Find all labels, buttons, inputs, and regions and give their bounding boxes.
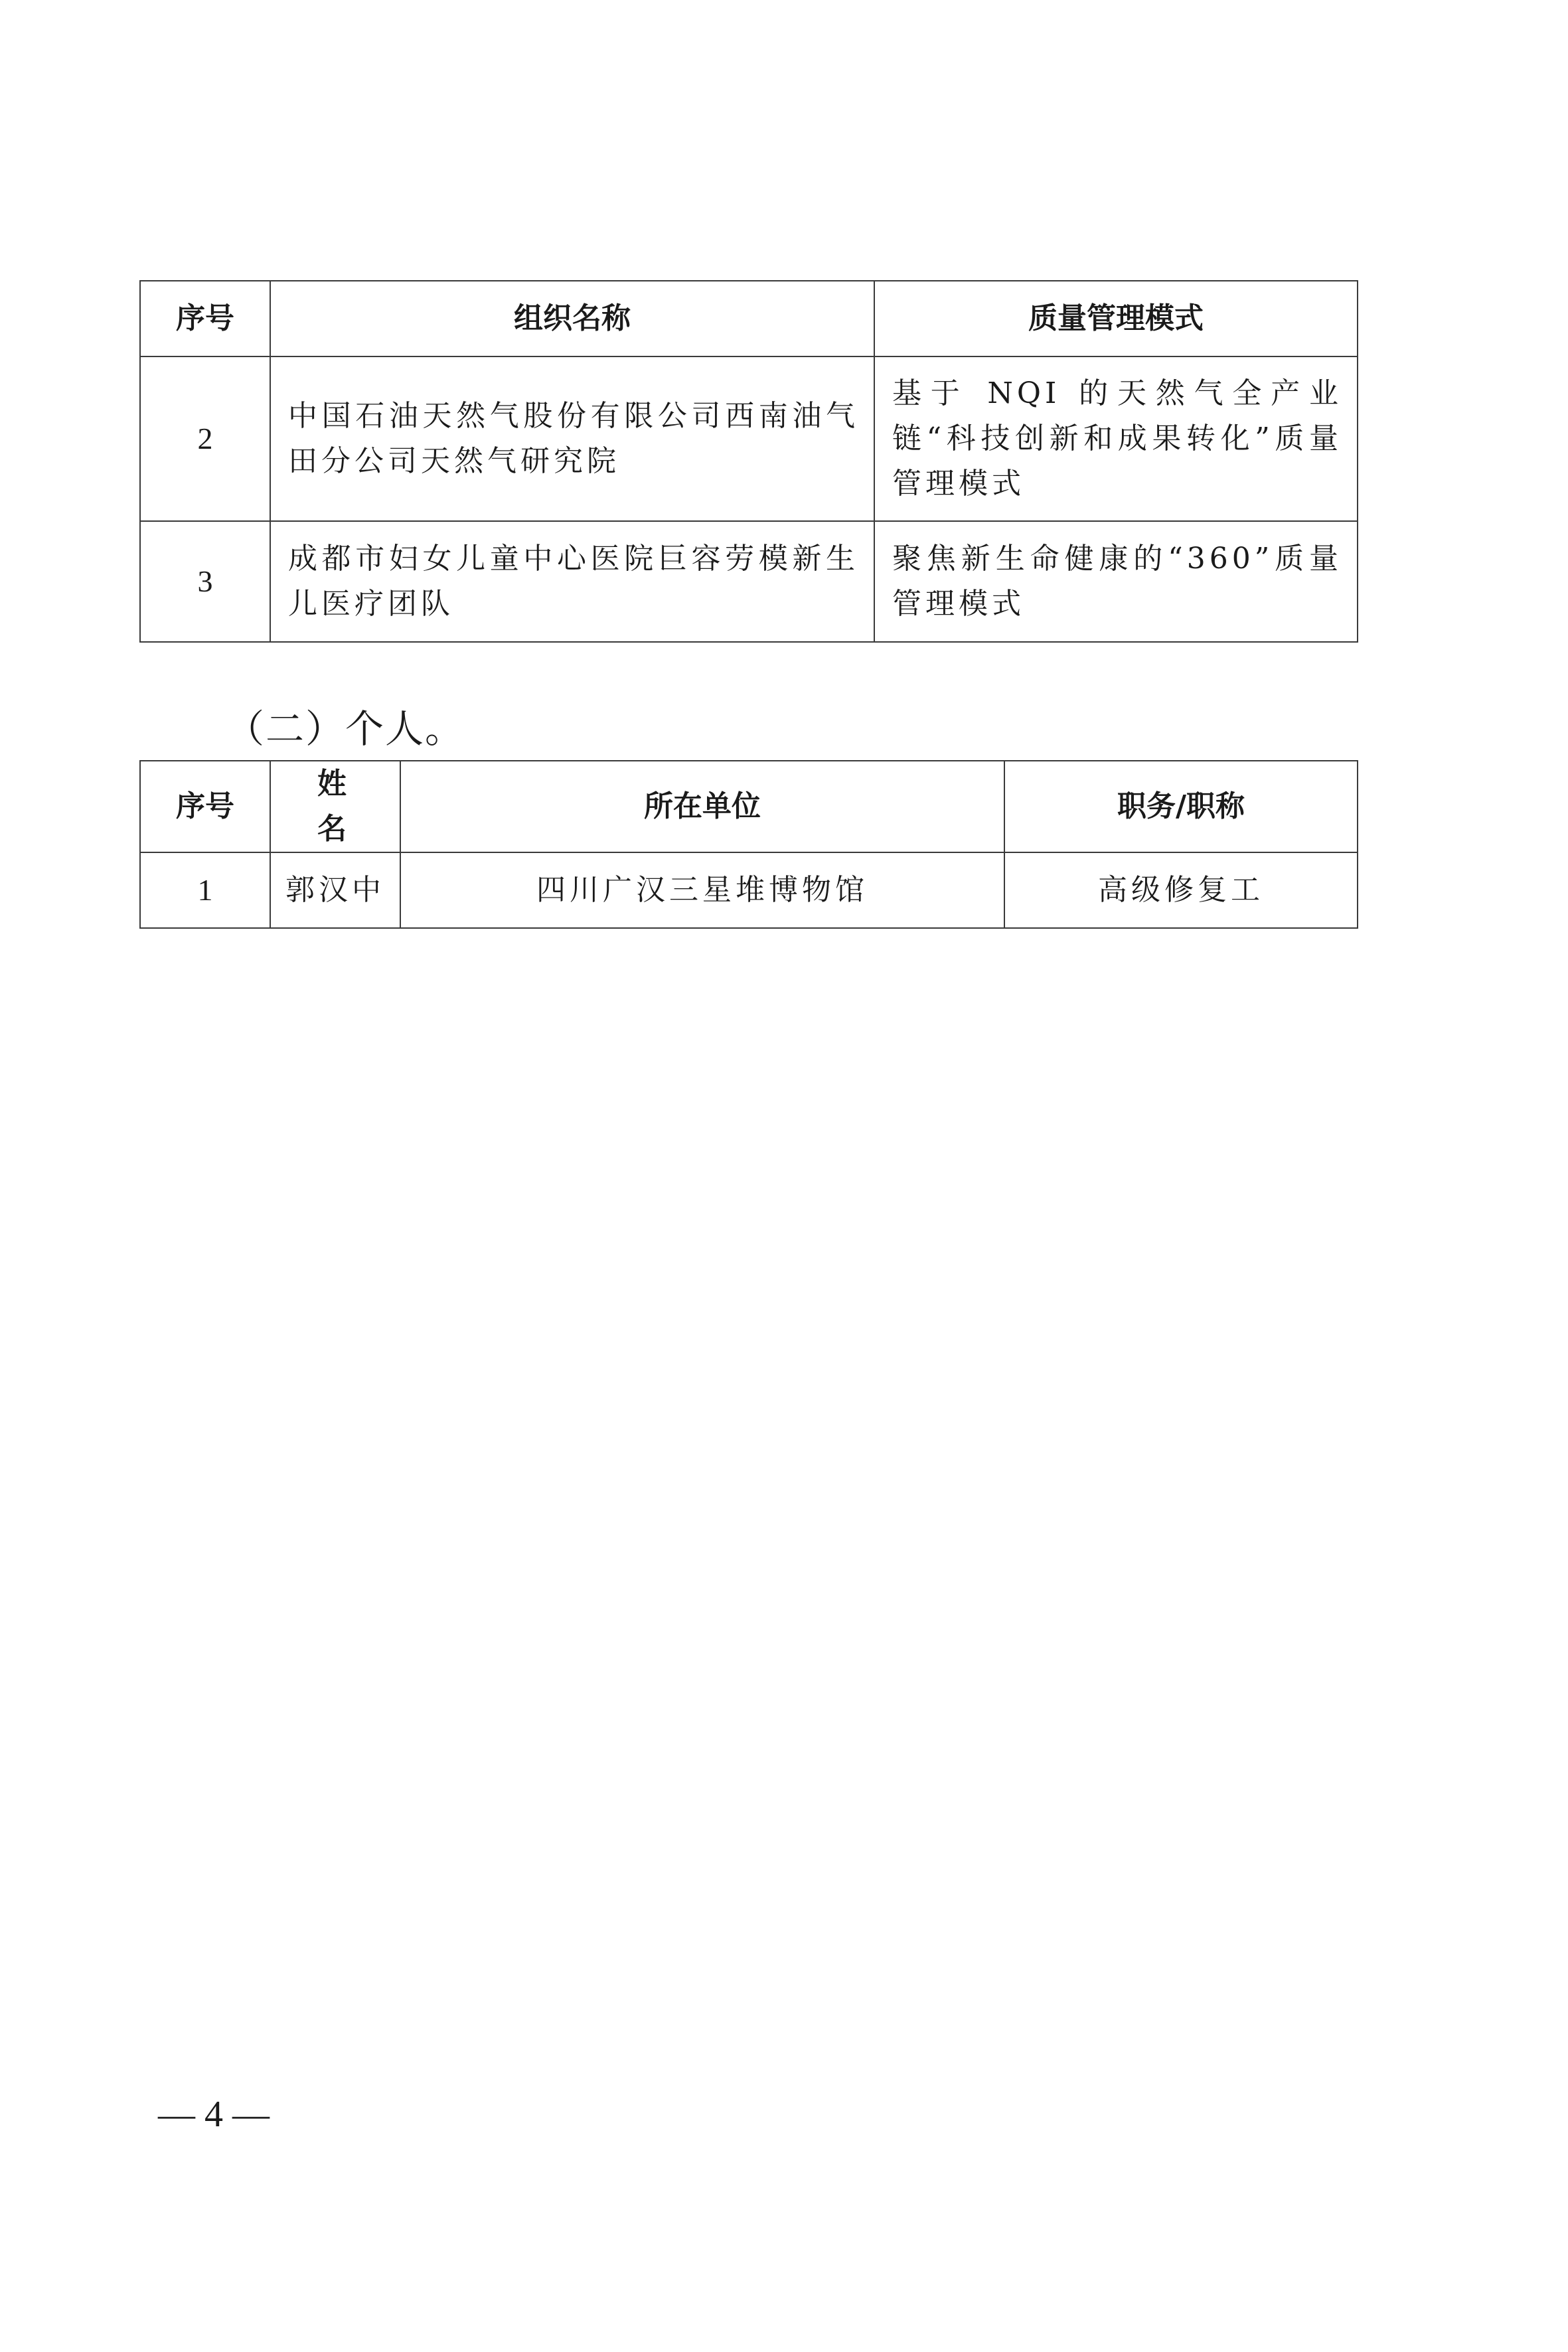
table-row xyxy=(140,521,1358,642)
header-job-title: 职务/职称 xyxy=(1004,761,1358,852)
page-number: — 4 — xyxy=(158,2094,270,2135)
individual-table xyxy=(139,760,1358,929)
table-header-row xyxy=(140,281,1358,356)
header-unit: 所在单位 xyxy=(400,761,1004,852)
header-org-name: 组织名称 xyxy=(270,281,874,356)
organization-table xyxy=(139,280,1358,643)
header-index: 序号 xyxy=(140,761,270,852)
row-org-name: 中国石油天然气股份有限公司西南油气田分公司天然气研究院 xyxy=(270,356,874,521)
header-index: 序号 xyxy=(140,281,270,356)
row-unit: 四川广汉三星堆博物馆 xyxy=(400,852,1004,928)
table-row xyxy=(140,356,1358,521)
row-index: 3 xyxy=(140,521,270,642)
row-org-name: 成都市妇女儿童中心医院巨容劳模新生儿医疗团队 xyxy=(270,521,874,642)
header-quality-mode: 质量管理模式 xyxy=(874,281,1358,356)
table-header-row xyxy=(140,761,1358,852)
row-person-name: 郭汉中 xyxy=(270,852,400,928)
table-row xyxy=(140,852,1358,928)
header-person-name: 姓 名 xyxy=(270,761,400,852)
row-job-title: 高级修复工 xyxy=(1004,852,1358,928)
section-heading-individuals: （二）个人。 xyxy=(226,706,465,751)
row-quality-mode: 聚焦新生命健康的“360”质量管理模式 xyxy=(874,521,1358,642)
row-index: 2 xyxy=(140,356,270,521)
row-index: 1 xyxy=(140,852,270,928)
row-quality-mode: 基于 NQI 的天然气全产业链“科技创新和成果转化”质量管理模式 xyxy=(874,356,1358,521)
